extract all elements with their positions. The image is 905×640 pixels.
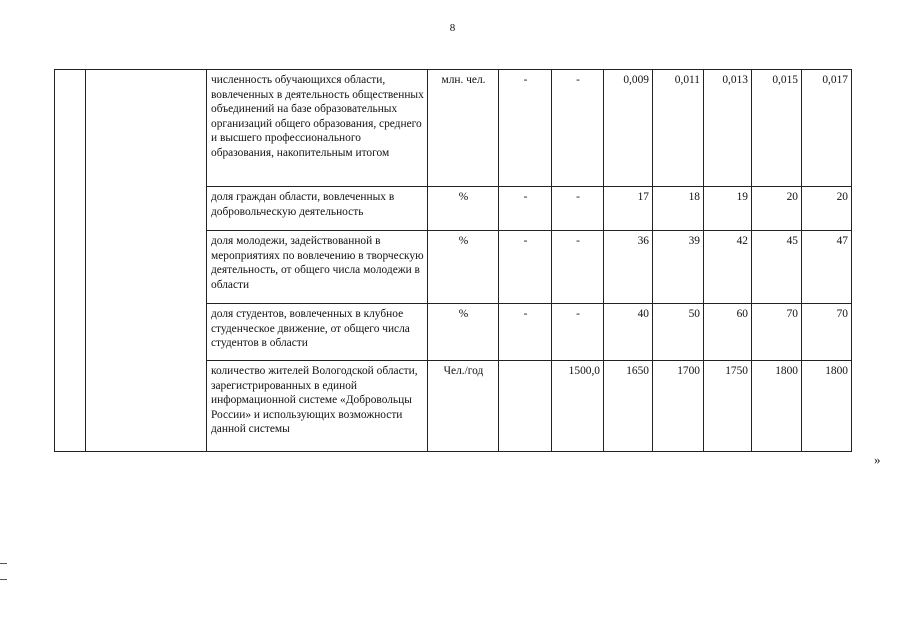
indicator-value: 1750 — [704, 361, 752, 452]
indicator-value: 42 — [704, 231, 752, 304]
indicator-value: 0,009 — [604, 70, 653, 187]
indicator-name: численность обучающихся области, вовлеченных в деятельность общественных объединений на базе образовательных организаций общего образования, среднего и высшего профессионального образования, накопительным итогом — [207, 70, 428, 187]
indicator-name: количество жителей Вологодской области, зарегистрированных в единой информационной системе «Добровольцы России» и использующих возможности данной системы — [207, 361, 428, 452]
indicator-value: 70 — [752, 304, 802, 361]
indicator-value: 36 — [604, 231, 653, 304]
indicator-value: 1800 — [752, 361, 802, 452]
indicator-value: 0,017 — [802, 70, 852, 187]
indicator-value: 0,011 — [653, 70, 704, 187]
indicator-name: доля граждан области, вовлеченных в добровольческую деятельность — [207, 187, 428, 231]
indicator-value: - — [499, 187, 552, 231]
indicator-value: 50 — [653, 304, 704, 361]
indicator-value: - — [552, 70, 604, 187]
indicator-value — [499, 361, 552, 452]
indicator-unit: Чел./год — [428, 361, 499, 452]
margin-mark — [0, 563, 7, 564]
indicator-value: - — [499, 231, 552, 304]
indicator-value: 18 — [653, 187, 704, 231]
empty-cell — [86, 70, 207, 452]
indicator-value: 20 — [802, 187, 852, 231]
indicator-value: 17 — [604, 187, 653, 231]
indicator-value: 40 — [604, 304, 653, 361]
closing-quote: » — [874, 452, 881, 467]
indicator-value: - — [499, 70, 552, 187]
indicator-unit: млн. чел. — [428, 70, 499, 187]
indicator-value: 19 — [704, 187, 752, 231]
indicator-value: 20 — [752, 187, 802, 231]
indicator-name: доля молодежи, задействованной в мероприятиях по вовлечению в творческую деятельность, от общего числа молодежи в области — [207, 231, 428, 304]
indicator-value: 45 — [752, 231, 802, 304]
indicator-value: 60 — [704, 304, 752, 361]
indicator-name: доля студентов, вовлеченных в клубное студенческое движение, от общего числа студентов в области — [207, 304, 428, 361]
indicator-value: 47 — [802, 231, 852, 304]
indicator-unit: % — [428, 231, 499, 304]
indicator-value: - — [499, 304, 552, 361]
indicator-value: - — [552, 187, 604, 231]
indicator-value: 0,015 — [752, 70, 802, 187]
margin-mark — [0, 579, 7, 580]
indicator-value: 0,013 — [704, 70, 752, 187]
empty-cell — [55, 70, 86, 452]
indicator-value: 1800 — [802, 361, 852, 452]
indicator-value: 39 — [653, 231, 704, 304]
indicator-unit: % — [428, 187, 499, 231]
indicator-value: 1650 — [604, 361, 653, 452]
indicator-value: - — [552, 231, 604, 304]
indicator-value: 70 — [802, 304, 852, 361]
indicator-value: 1700 — [653, 361, 704, 452]
indicator-value: - — [552, 304, 604, 361]
indicator-value: 1500,0 — [552, 361, 604, 452]
table-row — [55, 70, 852, 187]
page-number: 8 — [449, 22, 456, 34]
indicators-table — [54, 69, 852, 452]
indicator-unit: % — [428, 304, 499, 361]
